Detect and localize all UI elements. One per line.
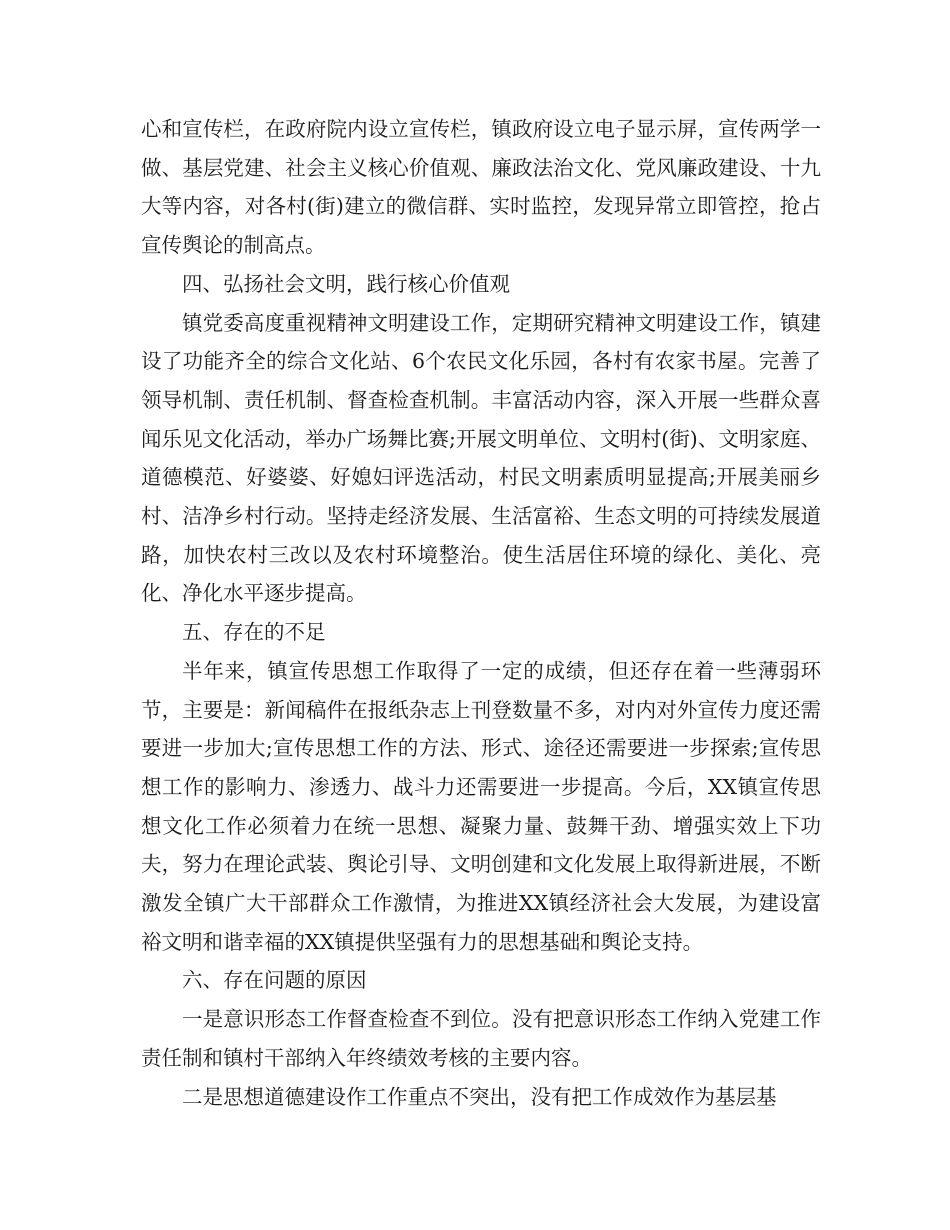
section-heading: 六、存在问题的原因 xyxy=(182,968,367,993)
paragraph: 镇党委高度重视精神文明建设工作，定期研究精神文明建设工作，镇建设了功能齐全的综合文化站、6个农民文化乐园，各村有农家书屋。完善了领导机制、责任机制、督查检查机制。丰富活动内容，深入开展一些群众喜闻乐见文化活动，举办广场舞比赛;开展文明单位、文明村(街)、文明家庭、道德模范、好婆婆、好媳妇评选活动，村民文明素质明显提高;开展美丽乡村、洁净乡村行动。坚持走经济发展、生活富裕、生态文明的可持续发展道路，加快农村三改以及农村环境整治。使生活居住环境的绿化、美化、亮化、净化水平逐步提高。 xyxy=(141,310,821,606)
section-heading: 四、弘扬社会文明，践行核心价值观 xyxy=(182,271,510,296)
paragraph: 半年来，镇宣传思想工作取得了一定的成绩，但还存在着一些薄弱环节，主要是：新闻稿件在报纸杂志上刊登数量不多，对内对外宣传力度还需要进一步加大;宣传思想工作的方法、形式、途径还需要进一步探索;宣传思想工作的影响力、渗透力、战斗力还需要进一步提高。今后，XX镇宣传思想文化工作必须着力在统一思想、凝聚力量、鼓舞干劲、增强实效上下功夫，努力在理论武装、舆论引导、文明创建和文化发展上取得新进展，不断激发全镇广大干部群众工作激情，为推进XX镇经济社会大发展，为建设富裕文明和谐幸福的XX镇提供坚强有力的思想基础和舆论支持。 xyxy=(141,658,821,954)
document-body xyxy=(141,110,821,1116)
paragraph: 一是意识形态工作督查检查不到位。没有把意识形态工作纳入党建工作责任制和镇村干部纳入年终绩效考核的主要内容。 xyxy=(141,1007,821,1070)
paragraph: 二是思想道德建设作工作重点不突出，没有把工作成效作为基层基 xyxy=(182,1084,777,1109)
paragraph: 心和宣传栏，在政府院内设立宣传栏，镇政府设立电子显示屏，宣传两学一做、基层党建、社会主义核心价值观、廉政法治文化、党风廉政建设、十九大等内容，对各村(街)建立的微信群、实时监控，发现异常立即管控，抢占宣传舆论的制高点。 xyxy=(141,117,821,258)
section-heading: 五、存在的不足 xyxy=(182,620,326,645)
